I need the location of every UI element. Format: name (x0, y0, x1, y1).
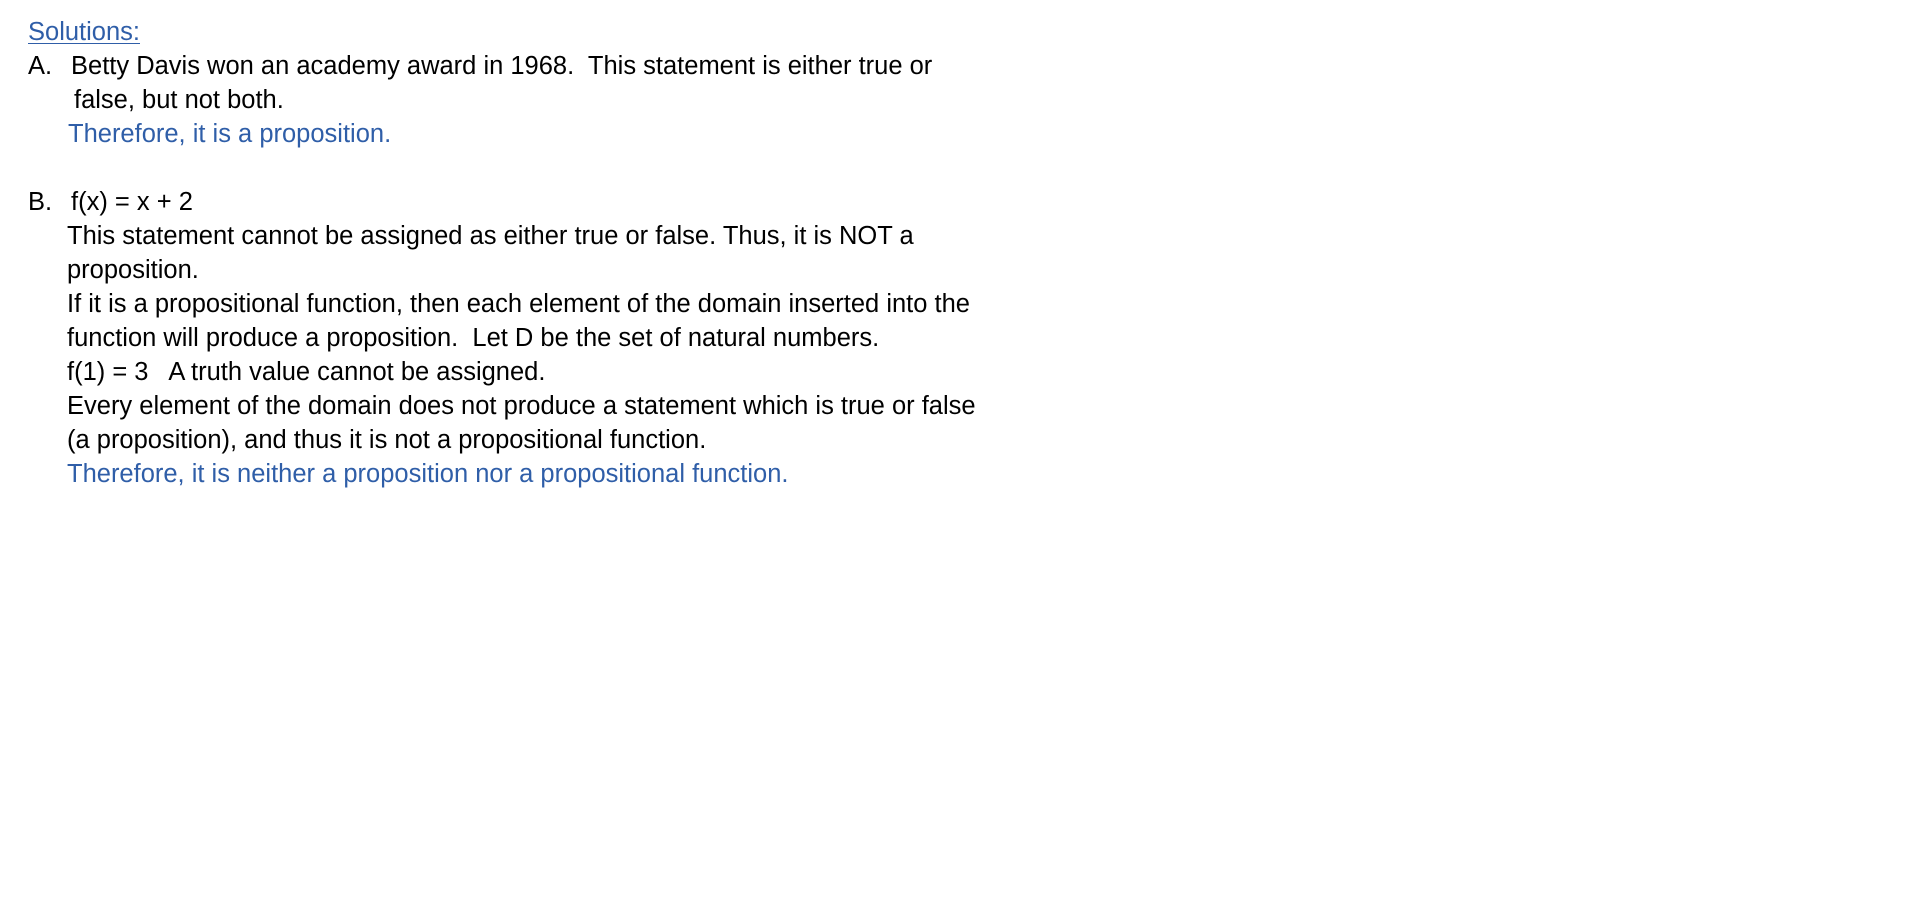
solution-a-line-1: Betty Davis won an academy award in 1968. This statement is either true or (71, 52, 933, 80)
solutions-heading: Solutions: (28, 18, 140, 46)
solution-b-marker: B. (28, 188, 53, 216)
solution-b-line-4: function will produce a proposition. Let D be the set of natural numbers. (67, 324, 880, 352)
solution-b-line-5: f(1) = 3 A truth value cannot be assigned. (67, 358, 546, 386)
solution-a-marker: A. (28, 52, 53, 80)
solution-b-line-1: This statement cannot be assigned as either true or false. Thus, it is NOT a (67, 222, 914, 250)
solution-b-body (71, 185, 1128, 219)
solution-b-line-2: proposition. (67, 256, 199, 284)
solution-b-line-3: If it is a propositional function, then each element of the domain inserted into the (67, 290, 970, 318)
solution-a-body (71, 49, 1128, 83)
solution-b-function-def: f(x) = x + 2 (71, 188, 193, 216)
solution-b-conclusion: Therefore, it is neither a proposition nor a propositional function. (67, 460, 789, 488)
solution-a-conclusion: Therefore, it is a proposition. (68, 120, 392, 148)
section-gap (28, 151, 1128, 185)
solution-a (28, 49, 1128, 83)
solution-b (28, 185, 1128, 219)
solutions-document (28, 15, 1128, 491)
solution-b-line-7: (a proposition), and thus it is not a propositional function. (67, 426, 707, 454)
solution-b-explanation (28, 219, 1128, 491)
solution-a-line-2: false, but not both. (74, 86, 284, 114)
solution-b-line-6: Every element of the domain does not produce a statement which is true or false (67, 392, 976, 420)
